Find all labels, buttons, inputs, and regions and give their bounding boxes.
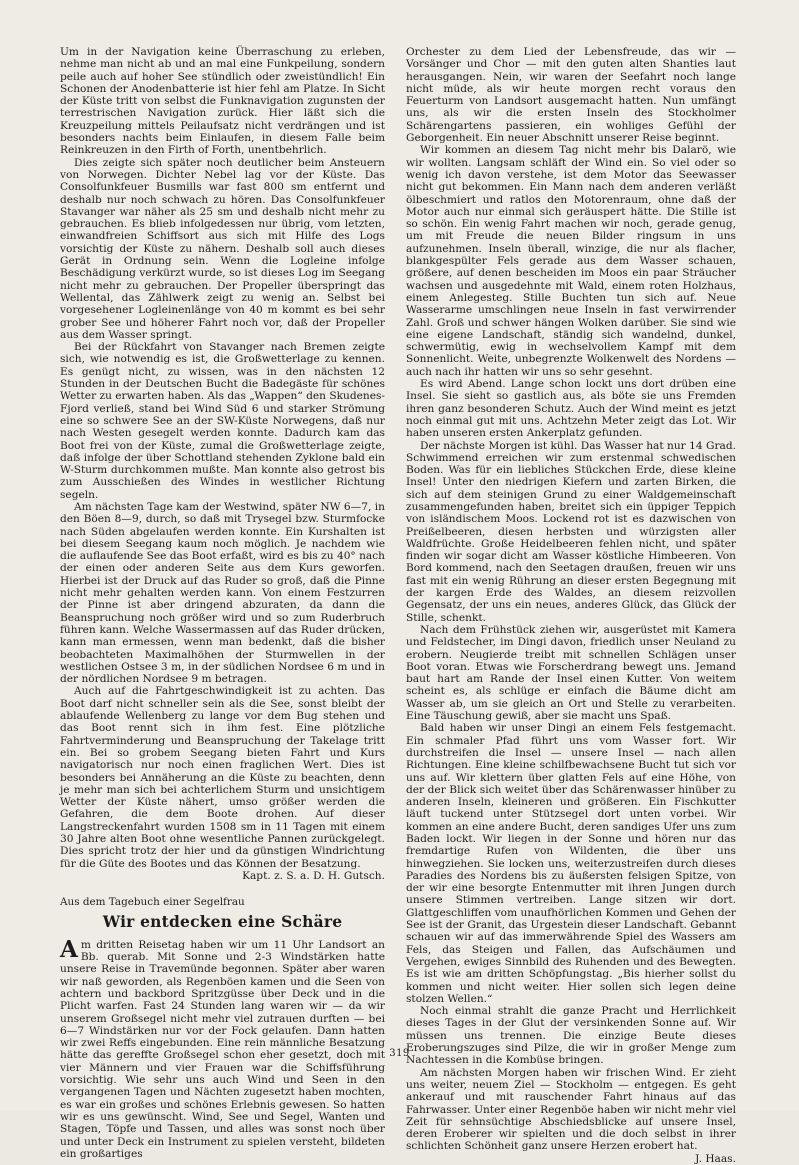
left-column <box>60 46 385 1160</box>
article-paragraph: Noch einmal strahlt die ganze Pracht und Herrlichkeit dieses Tages in der Glut der versinkenden Sonne auf. Wir müssen uns trennen. Die einzige Beute dieses Eroberungszuges sind Pilze, die wir in großer Menge zum Nachtessen in die Kombüse bringen. <box>406 1005 736 1067</box>
article-paragraph: Nach dem Frühstück ziehen wir, ausgerüstet mit Kamera und Feldstecher, im Dingi davon, friedlich unser Neuland zu erobern. Neugierde treibt mit schnellen Schlägen unser Boot voran. Etwas wie Forscherdrang bewegt uns. Jemand baut hart am Rande der Insel einen Kutter. Von weitem scheint es, als schlüge er einfach die Bäume dicht am Wasser ab, um sie gleich an Ort und Stelle zu verarbeiten. Eine Täuschung gewiß, aber sie macht uns Spaß. <box>406 623 736 723</box>
article-paragraph: Um in der Navigation keine Überraschung zu erleben, nehme man nicht ab und an mal eine Funkpeilung, sondern peile auch auf hoher See stündlich oder zweistündlich! Ein Schonen der Anodenbatterie ist hier fehl am Platze. In Sicht der Küste tritt von selbst die Funknavigation zugunsten der terrestrischen Navigation zurück. Hier läßt sich die Kreuzpeilung mittels Peilaufsatz nicht verdrängen und ist besonders nachts beim Einlaufen, in diesem Falle beim Reinkreuzen in den Firth of Forth, unentbehrlich. <box>60 46 385 157</box>
article-paragraph: Dies zeigte sich später noch deutlicher beim Ansteuern von Norwegen. Dichter Nebel lag vor der Küste. Das Consolfunkfeuer Busmills war fast 800 sm entfernt und deshalb nur noch schwach zu hören. Das Consolfunkfeuer Stavanger war näher als 25 sm und deshalb nicht mehr zu gebrauchen. Es blieb infolgedessen nur übrig, vom letzten, einwandfreien Schiffsort aus sich mit Hilfe des Logs vorsichtig der Küste zu nähern. Deshalb soll auch dieses Gerät in Ordnung sein. Wenn die Logleine infolge Beschädigung verkürzt wurde, so ist dieses Log im Seegang nicht mehr zu gebrauchen. Der Propeller überspringt das Wellental, das Zählwerk zeigt zu wenig an. Selbst bei vorgesehener Logleinenlänge von 40 m kommt es bei sehr grober See und höherer Fahrt noch vor, daß der Propeller aus dem Wasser springt. <box>60 156 385 341</box>
article-paragraph: Wir kommen an diesem Tag nicht mehr bis Dalarö, wie wir wollten. Langsam schläft der Wind ein. So viel oder so wenig ich davon verstehe, ist dem Motor das Seewasser nicht gut bekommen. Ein Mann nach dem anderen verläßt ölbeschmiert und ratlos den Motorenraum, ohne daß der Motor auch nur einmal sich geräuspert hätte. Die Stille ist so schön. Ein wenig Fahrt machen wir noch, gerade genug, um mit Freude die neuen Bilder ringsum in uns aufzunehmen. Inseln überall, winzige, die nur als flacher, blankgespülter Fels gerade aus dem Wasser schauen, größere, auf denen bescheiden im Moos ein paar Sträucher wachsen und ausgedehnte mit Wald, einem roten Holzhaus, einem Anlegesteg. Stille Buchten tun sich auf. Neue Wasserarme umschlingen neue Inseln in fast verwirrender Zahl. Groß und schwer hängen Wolken darüber. Sie sind wie eine eigene Landschaft, ständig sich wandelnd, dunkel, schwermütig, ewig in wechselvollem Kampf mit dem Sonnenlicht. Weite, unbegrenzte Wolkenwelt des Nordens — auch nach ihr hatten wir uns so sehr gesehnt. <box>406 144 736 378</box>
article-paragraph: Auch auf die Fahrtgeschwindigkeit ist zu achten. Das Boot darf nicht schneller sein als die See, sonst bleibt der ablaufende Wellenberg zu lange vor dem Bug stehen und das Boot rennt sich in ihm fest. Eine plötzliche Fahrtverminderung und Beanspruchung der Takelage tritt ein. Bei so grobem Seegang bieten Fahrt und Kurs navigatorisch nur noch einen fraglichen Wert. Dies ist besonders bei Annäherung an die Küste zu beachten, denn je mehr man sich bei achterlichem Sturm und unsichtigem Wetter der Küste nähert, umso größer werden die Gefahren, die dem Boote drohen. Auf dieser Langstreckenfahrt wurden 1508 sm in 11 Tagen mit einem 30 Jahre alten Boot ohne wesentliche Pannen zurückgelegt. Dies spricht trotz der hier und da günstigen Windrichtung für die Güte des Bootes und das Können der Besatzung. <box>60 685 385 870</box>
right-column <box>406 46 736 1165</box>
drop-cap: A <box>60 935 78 963</box>
article-paragraph: Am nächsten Morgen haben wir frischen Wind. Er zieht uns weiter, neuem Ziel — Stockholm — entgegen. Es geht ankerauf und mit rauschender Fahrt hinaus auf das Fahrwasser. Unter einer Regenböe haben wir nicht mehr viel Zeit für sehnsüchtige Abschiedsblicke auf unsere Insel, deren Eroberer wir spielten und die doch selbst in ihrer schlichten Schönheit ganz unsere Herzen erobert hat. <box>406 1066 736 1153</box>
author-signature: J. Haas. <box>695 1152 736 1165</box>
article-paragraph: Am nächsten Tage kam der Westwind, später NW 6—7, in den Böen 8—9, durch, so daß mit Trysegel bzw. Sturmfocke nach Süden abgelaufen werden konnte. Ein Kurshalten ist bei diesem Seegang kaum noch möglich. Je nachdem wie die auflaufende See das Boot erfaßt, wird es bis zu 40° nach der einen oder anderen Seite aus dem Kurs geworfen. Hierbei ist der Druck auf das Ruder so groß, daß die Pinne nicht mehr gehalten werden kann. Von einem Festzurren der Pinne ist aber dringend abzuraten, da dann die Beanspruchung noch größer wird und so zum Ruderbruch führen kann. Welche Wassermassen auf das Ruder drücken, kann man ermessen, wenn man bedenkt, daß die bisher beobachteten Maximalhöhen der Sturmwellen in der westlichen Ostsee 3 m, in der südlichen Nordsee 6 m und in der nördlichen Nordsee 9 m betragen. <box>60 500 385 686</box>
article-paragraph: Der nächste Morgen ist kühl. Das Wasser hat nur 14 Grad. Schwimmend erreichen wir zum erstenmal schwedischen Boden. Was für ein liebliches Stückchen Erde, diese kleine Insel! Unter den niedrigen Kiefern und zarten Birken, die sich auf dem steinigen Grund zu einer Waldgemeinschaft zusammengefunden haben, breitet sich ein üppiger Teppich von isländischem Moos. Lockend rot ist es dazwischen von Preißelbeeren, diesen herbsten und würzigsten aller Waldfrüchte. Große Heidelbeeren fehlen nicht, und später finden wir sogar dicht am Wasser köstliche Himbeeren. Von Bord kommend, nach den Seetagen draußen, freuen wir uns fast mit ein wenig Rührung an dieser ersten Begegnung mit der kargen Erde des Waldes, an diesem reizvollen Gegensatz, der uns ein neues, anderes Glück, das Glück der Stille, schenkt. <box>406 439 736 624</box>
article-paragraph: Bei der Rückfahrt von Stavanger nach Bremen zeigte sich, wie notwendig es ist, die Großwetterlage zu kennen. Es genügt nicht, zu wissen, was in den nächsten 12 Stunden in der Deutschen Bucht die Badegäste für schönes Wetter zu erwarten haben. Als das „Wappen“ den Skudenes-Fjord verließ, stand bei Wind Süd 6 und starker Strömung eine so schwere See an der SW-Küste Norwegens, daß nur nach Westen gesegelt werden konnte. Dadurch kam das Boot frei von der Küste, zumal die Großwetterlage zeigte, daß infolge der über Schottland stehenden Zyklone bald ein W-Sturm durchkommen mußte. Man konnte also getrost bis zum Ausschießen des Windes in westlicher Richtung segeln. <box>60 341 386 501</box>
article-paragraph: Es wird Abend. Lange schon lockt uns dort drüben eine Insel. Sie sieht so gastlich aus, als böte sie uns Fremden ihren ganz besonderen Schutz. Auch der Wind meint es jetzt noch einmal gut mit uns. Achtzehn Meter zeigt das Lot. Wir haben unseren ersten Ankerplatz gefunden. <box>406 378 736 440</box>
article-paragraph: Bald haben wir unser Dingi an einem Fels festgemacht. Ein schmaler Pfad führt uns vom Wasser fort. Wir durchstreifen die Insel — unsere Insel — nach allen Richtungen. Eine kleine schilfbewachsene Bucht tut sich vor uns auf. Wir klettern über glatten Fels auf eine Höhe, von der der Blick sich weitet über das Schärenwasser hinüber zu anderen Inseln, kleineren und größeren. Ein Fischkutter läuft tuckend unter Stützsegel dort unten vorbei. Wir kommen an eine andere Bucht, deren sandiges Ufer uns zum Baden lockt. Wir liegen in der Sonne und hören nur das fremdartige Rufen von Wildenten, die über uns hinwegziehen. Sie locken uns, weiterzustreifen durch dieses Paradies des Nordens bis zu äußersten felsigen Spitze, von der wir eine besorgte Entenmutter mit ihren Jungen durch unsere Stimmen vertreiben. Lange sitzen wir dort. Glattgeschliffen vom unaufhörlichen Kommen und Gehen der See ist der Granit, das Urgestein dieser Landschaft. Gebannt schauen wir auf das immerwährende Spiel des Wassers am Fels, das Steigen und Fallen, das Aufschäumen und Vergehen, ewiges Sinnbild des Ruhenden und des Bewegten. Es ist wie am dritten Schöpfungstag. „Bis hierher sollst du kommen und nicht weiter. Hier sollen sich legen deine stolzen Wellen.“ <box>406 722 736 1005</box>
story-opening-text: m dritten Reisetag haben wir um 11 Uhr Landsort an Bb. querab. Mit Sonne und 2-3 Windstärken hatte unsere Reise in Travemünde begonnen. Später aber waren wir naß geworden, als Regenböen kamen und die Seen von achtern und backbord Spritzgüsse über Deck und in die Plicht warfen. Fast 24 Stunden lang waren wir — da wir unserem Großsegel nicht mehr viel zutrauen durften — bei 6—7 Windstärken nur vor der Fock gelaufen. Dann hatten wir zwei Reffs eingebunden. Eine rein männliche Besatzung hätte das gereffte Großsegel schon eher gesetzt, doch mit vier Männern und vier Frauen war die Schiffsführung vorsichtig. Wie sehr uns auch Wind und Seen in den vergangenen Tagen und Nächten zugesetzt haben mochten, es war ein großes und schönes Erlebnis gewesen. So hatten wir es uns gewünscht. Wind, See und Segel, Wanten und Stagen, Töpfe und Tassen, und alles was sonst noch über und unter Deck ein Instrument zu spielen versteht, bildeten ein großartiges <box>60 938 385 1160</box>
page-number: 319 <box>389 1048 410 1059</box>
source-line: Aus dem Tagebuch einer Segelfrau <box>60 896 245 909</box>
article-headline: Wir entdecken eine Schäre <box>102 912 343 932</box>
article-paragraph: Orchester zu dem Lied der Lebensfreude, das wir — Vorsänger und Chor — mit den guten alten Shanties laut herausgangen. Nein, wir waren der Seefahrt noch lange nicht müde, als wir heute morgen recht voraus den Feuerturm von Landsort ausgemacht hatten. Nun umfängt uns, als wir die ersten Inseln des Stockholmer Schärengartens passieren, ein wohliges Gefühl der Geborgenheit. Ein neuer Abschnitt unserer Reise beginnt. <box>406 46 736 145</box>
author-signature: Kapt. z. S. a. D. H. Gutsch. <box>242 869 385 882</box>
